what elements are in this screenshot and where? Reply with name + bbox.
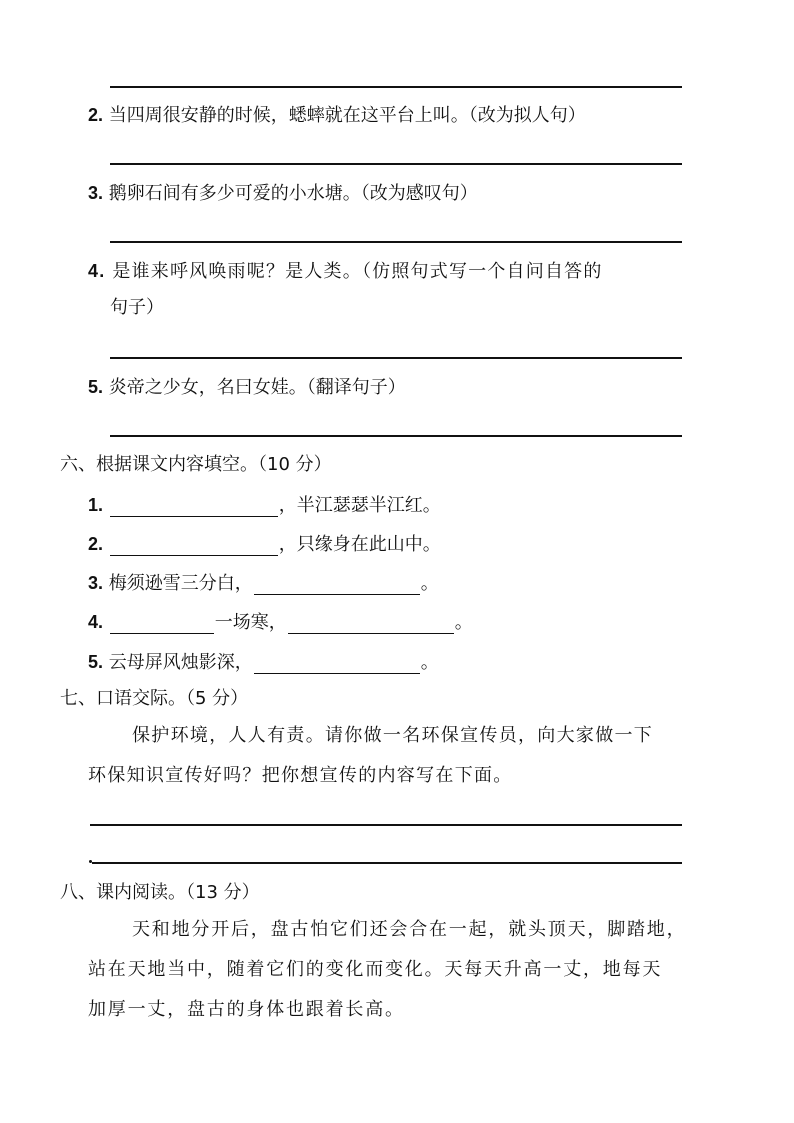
section-8-line-1: 天和地分开后，盘古怕它们还会合在一起，就头顶天，脚踏地， <box>132 919 687 940</box>
item-number: 5. <box>88 377 104 397</box>
blank-field[interactable] <box>254 576 420 595</box>
item-text: 是谁来呼风唤雨呢？是人类。（仿照句式写一个自问自答的 <box>112 261 603 282</box>
answer-line-7[interactable] <box>92 862 682 864</box>
fill-item-3 <box>88 572 439 595</box>
section-8-line-3: 加厚一丈，盘古的身体也跟着长高。 <box>88 999 405 1020</box>
blank-field[interactable] <box>288 615 454 634</box>
item-text: ，只缘身在此山中。 <box>278 534 441 555</box>
item-number: 4. <box>88 612 104 632</box>
fill-item-5 <box>88 651 439 674</box>
item-text: 鹅卵石间有多少可爱的小水塘。（改为感叹句） <box>108 183 478 204</box>
answer-line-5[interactable] <box>110 435 682 437</box>
item-text-end: 。 <box>454 612 473 633</box>
item-number: 3. <box>88 573 104 593</box>
question-5-2 <box>88 104 586 127</box>
item-number: 3. <box>88 183 104 203</box>
section-8-line-2: 站在天地当中，随着它们的变化而变化。天每天升高一丈，地每天 <box>88 959 663 980</box>
section-7-line-2: 环保知识宣传好吗？把你想宣传的内容写在下面。 <box>88 765 513 786</box>
blank-field[interactable] <box>254 655 420 674</box>
answer-line-6[interactable] <box>90 824 682 826</box>
blank-field[interactable] <box>110 615 214 634</box>
item-number: 2. <box>88 534 104 554</box>
question-5-4-cont <box>110 297 164 319</box>
item-number: 1. <box>88 495 104 515</box>
item-text-end: 。 <box>420 652 439 673</box>
item-text-cont: 句子） <box>110 297 164 318</box>
question-5-5 <box>88 376 406 399</box>
answer-line-2[interactable] <box>110 163 682 165</box>
item-text-end: 。 <box>420 573 439 594</box>
fill-item-1 <box>88 494 441 517</box>
item-number: 2. <box>88 105 104 125</box>
fill-item-4 <box>88 611 473 634</box>
section-7-title: 七、口语交际。（5 分） <box>60 688 249 709</box>
section-7-line-1: 保护环境，人人有责。请你做一名环保宣传员，向大家做一下 <box>132 725 654 746</box>
section-6-title: 六、根据课文内容填空。（10 分） <box>60 454 332 475</box>
answer-line-1[interactable] <box>110 86 682 88</box>
item-text: 梅须逊雪三分白， <box>108 573 253 594</box>
question-5-4 <box>88 260 603 283</box>
item-text: 炎帝之少女，名曰女娃。（翻译句子） <box>108 377 406 398</box>
item-text: 云母屏风烛影深， <box>108 652 253 673</box>
item-text: 当四周很安静的时候，蟋蟀就在这平台上叫。（改为拟人句） <box>108 105 586 126</box>
blank-field[interactable] <box>110 537 278 556</box>
fill-item-2 <box>88 533 441 556</box>
item-number: 4. <box>88 261 106 281</box>
blank-field[interactable] <box>110 498 278 517</box>
item-text: 一场寒， <box>214 612 287 633</box>
answer-line-3[interactable] <box>110 241 682 243</box>
question-5-3 <box>88 182 478 205</box>
item-number: 5. <box>88 652 104 672</box>
section-8-title: 八、课内阅读。（13 分） <box>60 882 260 903</box>
item-text: ，半江瑟瑟半江红。 <box>278 495 441 516</box>
answer-line-4[interactable] <box>110 357 682 359</box>
